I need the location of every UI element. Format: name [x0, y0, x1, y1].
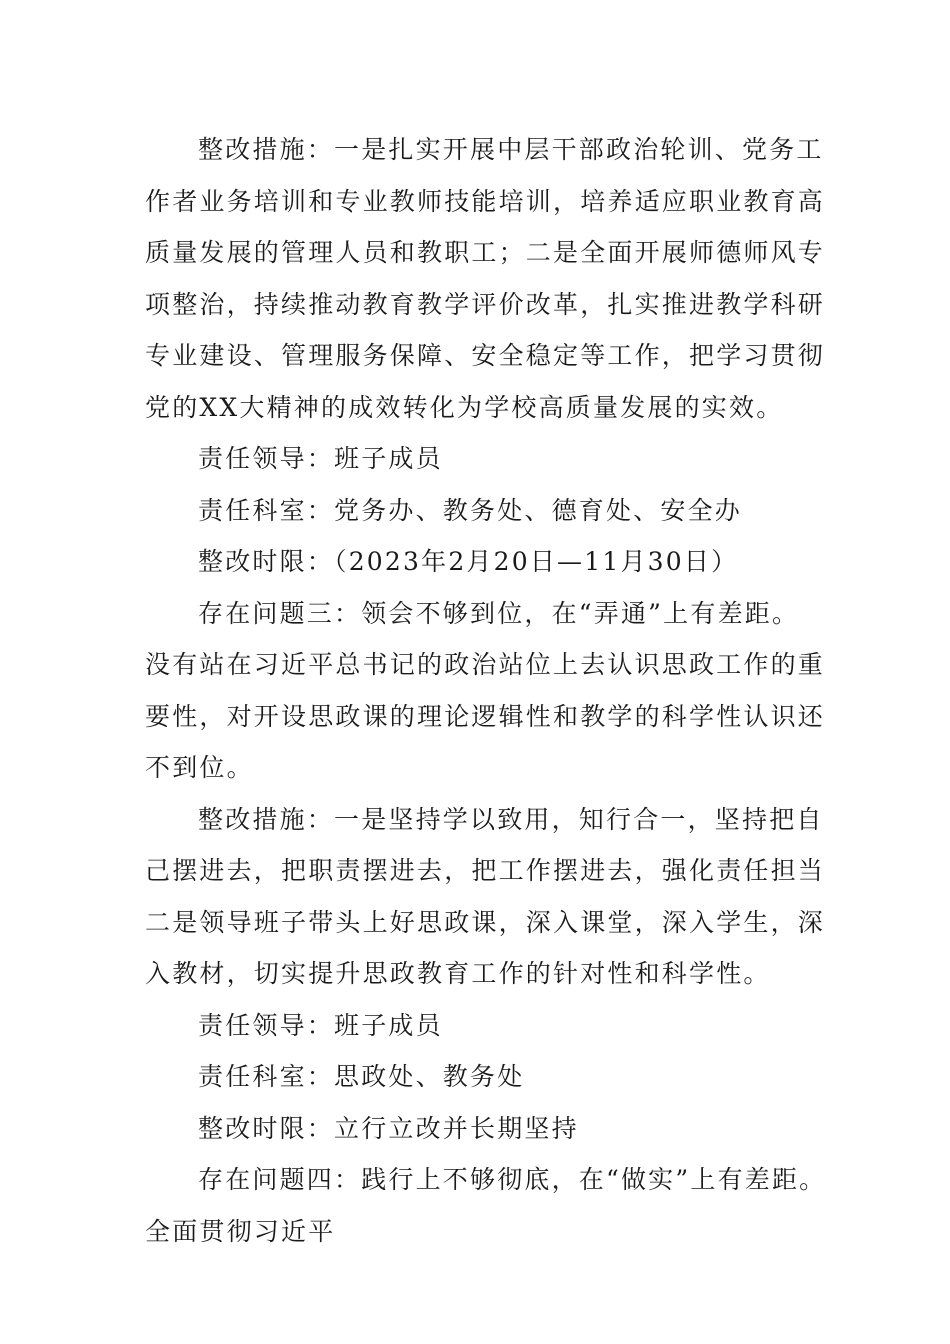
text-line: 整改时限：（2023年2月20日—11月30日） [198, 547, 739, 576]
text-line: 全面贯彻习近平 [145, 1216, 336, 1246]
text-line: 整改时限：立行立改并长期坚持 [198, 1113, 579, 1143]
problem-four [145, 1154, 827, 1257]
deadline-1 [145, 536, 815, 588]
text-line: 作者业务培训和专业教师技能培训，培养适应职业教育高 [145, 186, 826, 216]
text-line: 二是领导班子带头上好思政课，深入课堂，深入学生，深 [145, 907, 826, 937]
text-line: 要性，对开设思政课的理论逻辑性和教学的科学性认识还 [145, 701, 826, 731]
paragraph-measures-2 [145, 794, 826, 1000]
text-line: 存在问题四：践行上不够彻底，在“做实”上有差距。 [198, 1165, 827, 1194]
responsible-leader-2 [145, 1000, 815, 1052]
text-line: 党的XX大精神的成效转化为学校高质量发展的实效。 [145, 392, 784, 422]
text-line: 责任科室：党务办、教务处、德育处、安全办 [198, 495, 743, 525]
text-line: 责任领导：班子成员 [198, 444, 443, 473]
text-line: 存在问题三：领会不够到位，在“弄通”上有差距。 [198, 598, 800, 628]
text-line: 己摆进去，把职责摆进去，把工作摆进去，强化责任担当 [145, 856, 826, 885]
text-line: 责任领导：班子成员 [198, 1010, 443, 1040]
text-line: 质量发展的管理人员和教职工；二是全面开展师德师风专 [145, 238, 826, 267]
text-line: 入教材，切实提升思政教育工作的针对性和科学性。 [145, 959, 771, 988]
text-line: 责任科室：思政处、教务处 [198, 1062, 525, 1091]
problem-three [145, 588, 826, 794]
responsible-leader-1 [145, 433, 815, 485]
text-line: 专业建设、管理服务保障、安全稳定等工作，把学习贯彻 [145, 341, 826, 370]
paragraph-measures-1 [145, 124, 826, 433]
text-line: 没有站在习近平总书记的政治站位上去认识思政工作的重 [145, 650, 826, 679]
text-line: 整改措施：一是坚持学以致用，知行合一，坚持把自 [198, 804, 824, 834]
text-line: 整改措施：一是扎实开展中层干部政治轮训、党务工 [198, 135, 824, 164]
document-body [145, 124, 827, 1257]
text-line: 项整治，持续推动教育教学评价改革，扎实推进教学科研 [145, 289, 826, 319]
responsible-office-2 [145, 1051, 815, 1103]
deadline-2 [145, 1103, 815, 1155]
responsible-office-1 [145, 485, 815, 537]
text-line: 不到位。 [145, 753, 254, 782]
